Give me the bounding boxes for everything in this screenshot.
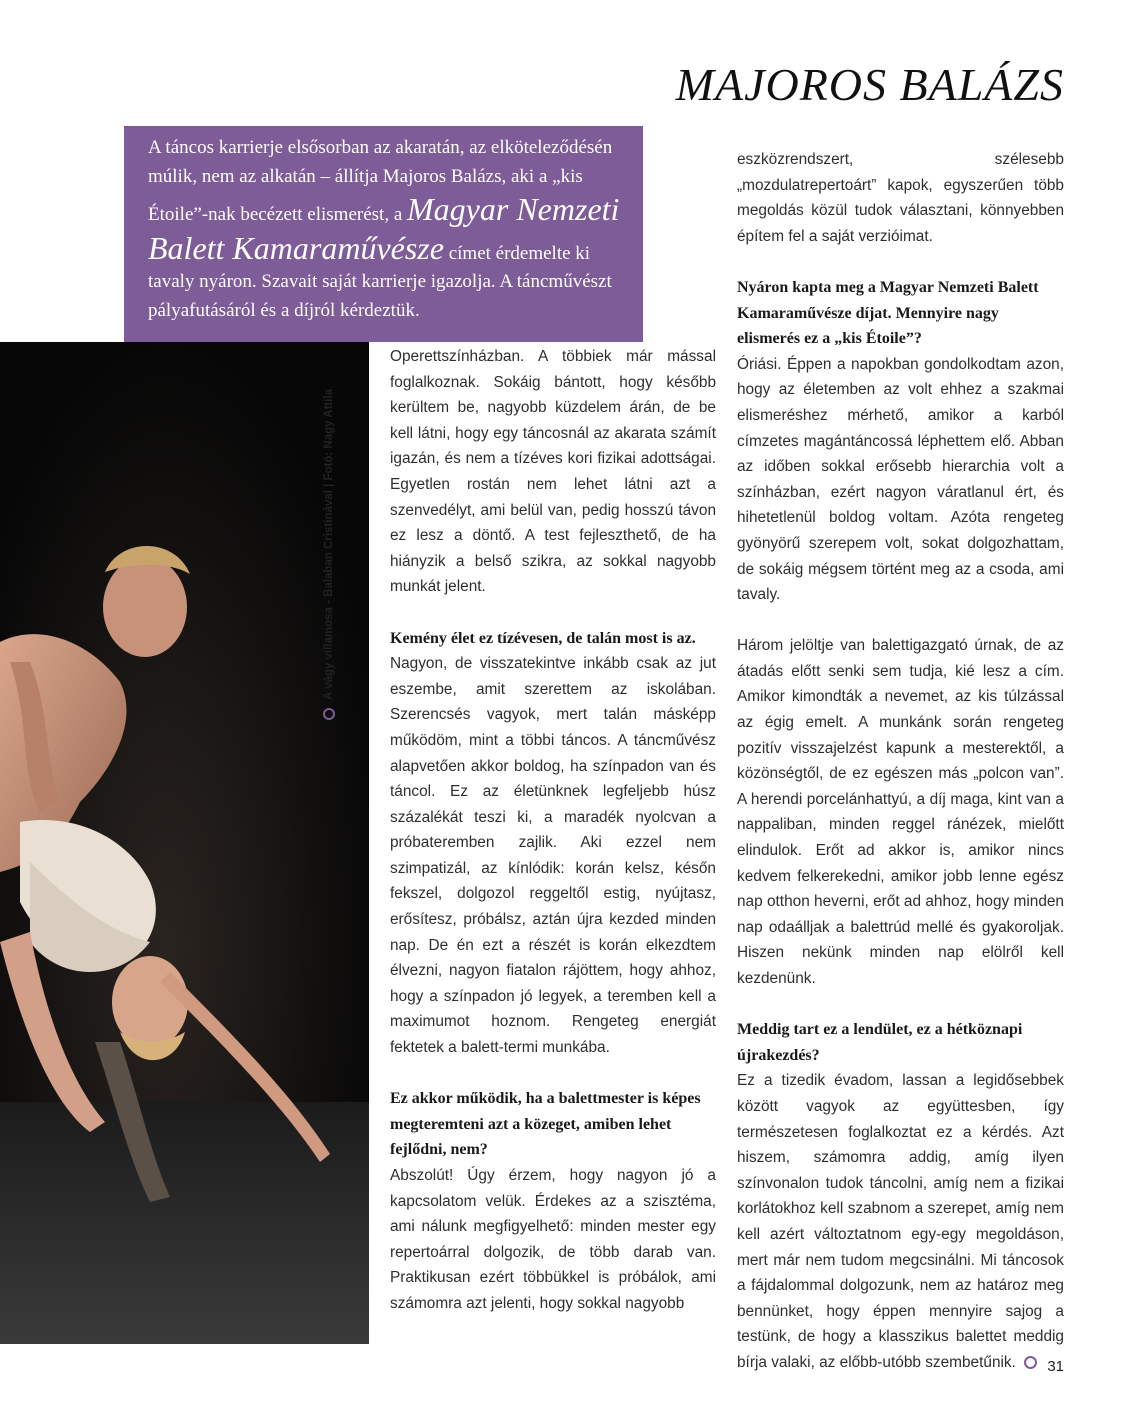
photo-credit bbox=[308, 388, 336, 720]
intro-text-end: címet érdemelte ki tavaly nyáron. Szavait saját karrierje igazolja. A táncművészt pályafutásáról és a díjról kérdeztük. bbox=[148, 242, 612, 321]
answer-paragraph: Abszolút! Úgy érzem, hogy nagyon jó a kapcsolatom velük. Érdekes az a szisztéma, ami nálunk megfigyelhető: minden mester egy repertoárral dolgozik, de több darab van. Praktikusan ezért többükkel is próbálok, ami számomra azt jelenti, hogy sokkal nagyobb bbox=[390, 1167, 716, 1312]
answer-paragraph bbox=[737, 1068, 1064, 1375]
paragraph: Három jelöltje van balettigazgató úrnak, de az átadás előtt senki sem tudja, kié lesz a cím. Amikor kimondták a nevemet, az kis túlzással az égig emelt. A munkánk során rengeteg pozitív visszajelzést kapunk a mesterektől, a közönségtől, de ez egészen más „polcon van”. A herendi porcelánhattyú, a díj maga, kint van a nappaliban, minden reggel ránézek, mielőtt elindulok. Erőt ad akkor is, amikor nincs kedvem felkerekedni, amikor jobb lenne egész nap otthon heverni, erőt ad ahhoz, hogy minden nap odaálljak a balettrúd mellé és gyakoroljak. Hiszen nekünk minden nap elölről kell kezdenünk. bbox=[737, 637, 1064, 987]
question-heading: Ez akkor működik, ha a balettmester is képes megteremteni azt a közeget, amiben lehet fejlődni, nem? bbox=[390, 1090, 701, 1159]
circle-icon bbox=[323, 708, 335, 720]
answer-text: Ez a tizedik évadom, lassan a legidősebbek között vagyok az együttesben, így természetesen foglalkoztat ez a kérdés. Azt hiszem, számomra addig, amíg ilyen színvonalon tudok táncolni, amíg nem a fizikai korlátokhoz kell szabnom a szerepet, amíg nem kell azért változtatnom egy-egy megoldáson, mert már nem tudom megcsinálni. Mi táncosok a fájdalommal dolgozunk, nem az határoz meg bennünket, hogy éppen mennyire sajog a testünk, de hogy a klasszikus balettet meddig bírja valaki, az előbb-utóbb szembetűnik. bbox=[737, 1072, 1064, 1371]
question-heading: Nyáron kapta meg a Magyar Nemzeti Balett Kamaraművésze díjat. Mennyire nagy elismerés ez a „kis Étoile”? bbox=[737, 278, 1039, 348]
answer-paragraph: Óriási. Éppen a napokban gondolkodtam azon, hogy az életemben az volt ehhez a szakmai elismeréshez mérhető, amikor a karból címzetes magántáncossá léphettem elő. Abban az időben sokkal erősebb hierarchia volt a színházban, ezért nagyon váratlanul ért, és hihetetlenül boldog voltam. Azóta rengeteg gyönyörű szerepem volt, sokat dolgozhattam, de sokáig mégsem történt meg az a csoda, ami tavaly. bbox=[737, 355, 1064, 604]
question-heading: Meddig tart ez a lendület, ez a hétköznapi újrakezdés? bbox=[737, 1021, 1023, 1064]
question-heading: Kemény élet ez tízévesen, de talán most is az. bbox=[390, 629, 696, 647]
intro-box bbox=[124, 126, 643, 342]
column-left bbox=[390, 344, 716, 1317]
paragraph: Operettszínházban. A többiek már mással foglalkoznak. Sokáig bántott, hogy később kerültem be, nagyobb küzdelem árán, de be kell látni, hogy egy táncosnál az akarata számít igazán, és nem a tízéves kori fizikai adottságai. Egyetlen rostán nem lehet látni azt a szenvedélyt, ami belül van, pedig hosszú távon ez lesz a döntő. A test fejleszthető, de ha hiányzik a belső szikra, az sokkal nagyobb munkát jelent. bbox=[390, 348, 716, 596]
page-number: 31 bbox=[1047, 1358, 1064, 1375]
end-circle-icon bbox=[1024, 1356, 1037, 1369]
answer-paragraph: Nagyon, de visszatekintve inkább csak az jut eszembe, amit szerettem az iskolában. Szerencsés vagyok, mert talán másképp működöm, mint a többi táncos. A táncművész alapvetően akkor boldog, ha színpadon van és táncol. Ez az életünknek legfeljebb húsz százalékát teszi ki, a maradék nyolcvan a próbateremben zajlik. Aki ezzel nem szimpatizál, az kínlódik: korán kelsz, későn fekszel, dolgozol reggeltől estig, nyújtasz, erősítesz, próbálsz, aztán újra kezded minden nap. De én ezt a részét is korán elkezdtem élvezni, nagyon fiatalon rájöttem, hogy ahhoz, hogy a színpadon jó legyek, a teremben kell a maximumot hoznom. Rengeteg energiát fektetek a balett-termi munkába. bbox=[390, 655, 716, 1057]
intro-text-start: A táncos karrierje elsősorban az akaratán, az elköteleződésén múlik, nem az alkatán – állítja Majoros Balázs, aki a „kis Étoile”-nak becézett elismerést, a bbox=[148, 137, 613, 225]
paragraph: eszközrendszert, szélesebb „mozdulatrepertoárt” kapok, egyszerűen több megoldás közül tudok választani, könnyebben építem fel a saját verzióimat. bbox=[737, 151, 1064, 245]
intro-highlight: Magyar Nemzeti Balett Kamaraművésze bbox=[148, 191, 620, 266]
article-title: MAJOROS BALÁZS bbox=[675, 59, 1064, 110]
photo-credit-text: A vágy villamosa - Balaban Cristinával | Fotó: Nagy Attila bbox=[323, 388, 335, 700]
column-right bbox=[737, 147, 1064, 1376]
